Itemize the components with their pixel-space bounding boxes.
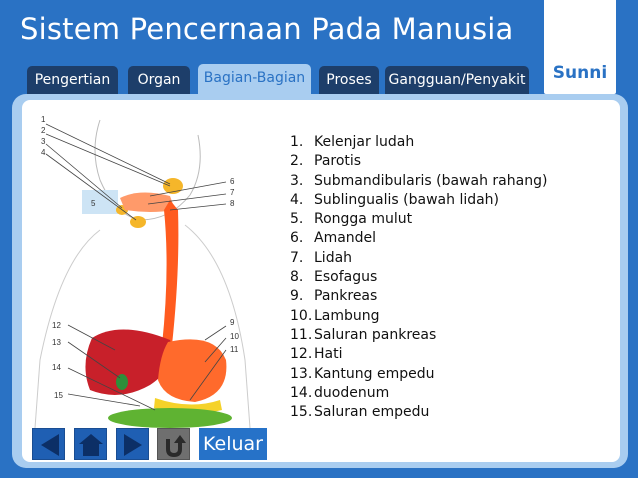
list-item: 8. Esofagus [290, 269, 378, 286]
u-turn-arrow-icon [158, 429, 191, 461]
diagram-label-7: 7 [230, 188, 235, 197]
diagram-label-4: 4 [41, 148, 46, 157]
diagram-label-11: 11 [230, 345, 239, 354]
digestive-system-diagram [30, 110, 258, 428]
diagram-label-3: 3 [41, 137, 46, 146]
brand-label: Sunni [552, 63, 608, 83]
list-item: 15. Saluran empedu [290, 404, 430, 421]
arrow-right-icon [117, 429, 150, 461]
tab-proses[interactable]: Proses [319, 66, 379, 94]
diagram-label-15: 15 [54, 391, 63, 400]
home-button[interactable] [74, 428, 107, 460]
brand-logo [544, 0, 616, 94]
tab-bagian-bagian[interactable]: Bagian-Bagian [198, 64, 311, 94]
liver [85, 329, 172, 394]
page-title: Sistem Pencernaan Pada Manusia [20, 12, 514, 46]
list-item: 2. Parotis [290, 153, 362, 170]
list-item: 1. Kelenjar ludah [290, 134, 415, 150]
diagram-label-14: 14 [52, 363, 61, 372]
diagram-label-2: 2 [41, 126, 46, 135]
previous-button[interactable] [32, 428, 65, 460]
esophagus [162, 200, 178, 345]
list-item: 13. Kantung empedu [290, 365, 435, 382]
parts-list [290, 133, 547, 422]
arrow-left-icon [33, 429, 66, 461]
intestine [108, 408, 232, 428]
list-item: 9. Pankreas [290, 288, 378, 305]
list-item: 4. Sublingualis (bawah lidah) [290, 191, 500, 208]
list-item: 6. Amandel [290, 230, 377, 247]
exit-button[interactable]: Keluar [199, 428, 267, 460]
tab-organ[interactable]: Organ [128, 66, 190, 94]
list-item: 5. Rongga mulut [290, 211, 413, 228]
diagram-label-9: 9 [230, 318, 235, 327]
diagram-label-10: 10 [230, 332, 239, 341]
diagram-label-5: 5 [91, 199, 96, 208]
diagram-label-13: 13 [52, 338, 61, 347]
home-icon [75, 429, 108, 461]
return-button[interactable] [157, 428, 190, 460]
list-item: 3. Submandibularis (bawah rahang) [290, 172, 548, 189]
list-item: 14. duodenum [290, 384, 390, 401]
diagram-label-8: 8 [230, 199, 235, 208]
diagram-label-1: 1 [41, 115, 46, 124]
list-item: 12. Hati [290, 346, 343, 363]
list-item: 7. Lidah [290, 249, 353, 266]
diagram-label-6: 6 [230, 177, 235, 186]
tab-pengertian[interactable]: Pengertian [27, 66, 118, 94]
list-item: 11. Saluran pankreas [290, 326, 437, 343]
next-button[interactable] [116, 428, 149, 460]
list-item: 10. Lambung [290, 307, 380, 324]
tab-gangguan-penyakit[interactable]: Gangguan/Penyakit [385, 66, 529, 94]
diagram-label-12: 12 [52, 321, 61, 330]
